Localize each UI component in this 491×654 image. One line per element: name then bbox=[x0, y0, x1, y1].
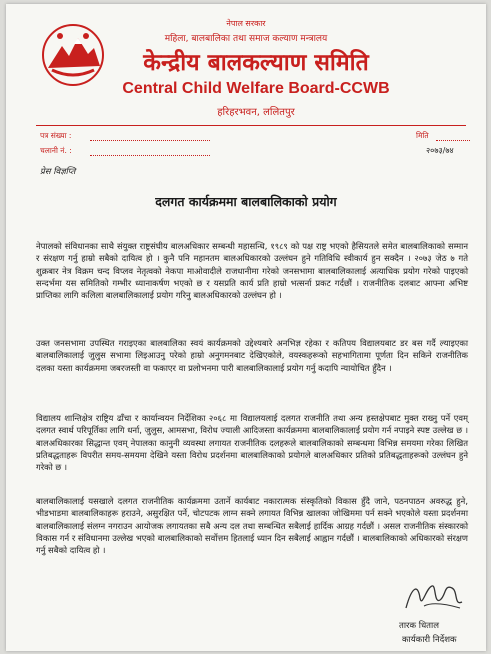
press-release-letter bbox=[6, 4, 486, 651]
signature-icon bbox=[402, 578, 466, 614]
body-paragraph-1: नेपालको संविधानका साथै संयुक्त राष्ट्रसंघीय बालअधिकार सम्बन्धी महासन्धि, १९८९ को पक्ष राष्ट्र भएको हैसियतले समेत बालबालिकाको सम्मान र संरक्षण गर्नु हाम्रो सबैको दायित्व हो । कुनै पनि महानतम बालअधिकारको उल्लंघन हुने गतिविधि स्वीकार्य हुन सक्दैन । २०७३ जेठ ७ गते शुक्रबार नेत्र विक्रम चन्द विप्लव नेतृत्वको नेकपा माओवादीले राजधानीमा गरेको जनसभामा बालबालिकालाई अत्याधिक प्रयोग गरेको पाइएको सन्दर्भमा यस समितिको गम्भीर ध्यानाकर्षण भएको छ र यसप्रति कार्य प्रति हाम्रो भत्सर्ना प्रकट गर्दछौं । राजनीतिक दलबाट आफ्ना अभिष्ट प्राप्तिका लागि कलिला बालबालिकालाई प्रयोग गरिनु बालअधिकारको उल्लंघन हो । bbox=[36, 241, 468, 301]
org-name-english: Central Child Welfare Board-CCWB bbox=[122, 80, 390, 97]
org-name-nepali: केन्द्रीय बालकल्याण समिति bbox=[143, 50, 369, 76]
body-paragraph-2: उक्त जनसभामा उपस्थित गराइएका बालबालिका स्वयं कार्यक्रमको उद्देश्यबारे अनभिज्ञ रहेका र कतिपय विद्यालयबाट डर बस गर्दै ल्याइएका बालबालिकालाई जुलुस सभामा लिइआउनु परेको हाम्रो अनुगमनबाट देखिएकोले, वयस्कहरूको सहभागितामा पूर्णता दिन सकिने राजनीतिक दलका यस्ता कार्यक्रममा जबरजस्ती वा फकाएर वा प्रलोभनमा पारी बालबालिकालाई प्रयोग गर्नु कदापि न्यायोचित हुँदैन । bbox=[36, 338, 468, 373]
date-label: मिति bbox=[416, 131, 429, 140]
press-release-label: प्रेस विज्ञप्ति bbox=[40, 167, 76, 177]
org-address: हरिहरभवन, ललितपुर bbox=[217, 107, 295, 118]
body-paragraph-3: विद्यालय शान्तिक्षेत्र राष्ट्रिय ढाँचा र कार्यान्वयन निर्देशिका २०६८ मा विद्यालयलाई दलगत राजनीति तथा अन्य हस्तक्षेपबाट मुक्त राख्नु पर्ने एवम् दलगत स्वार्थ परिपूर्तिका लागि धर्ना, जुलुस, आमसभा, विरोध ज्याली आदिजस्ता कार्यक्रममा बालबालिकालाई प्रयोग गर्न नपाइने स्पष्ट उल्लेख छ । बालअधिकारका सिद्धान्त एवम् नेपालका कानुनी व्यवस्था लगायत राजनीतिक दलहरूले बालबालिकाको सम्बन्धमा विभिन्न समयमा गरेका लिखित प्रतिबद्धताहरू विपरीत समय-समयमा देखिने यस्ता विरोध प्रदर्शनमा बालबालिकाको प्रयोगले बालअधिकार प्रतिको प्रतिबद्धताहरूको उल्लंघन हुने गरेको छ । bbox=[36, 413, 468, 473]
signatory-title: कार्यकारी निर्देशक bbox=[402, 635, 457, 645]
body-paragraph-4: बालबालिकालाई यसखाले दलगत राजनीतिक कार्यक्रममा उतार्ने कार्यबाट नकारात्मक संस्कृतिको विकास हुँदै जाने, पठनपाठन अवरुद्ध हुने, भीडभाडमा बालबालिकाहरू हराउने, असुरक्षित पर्ने, चोटपटक लाग्न सक्ने लगायत विभिन्न खालका जोखिममा पर्न सक्ने भएकोले यस्ता प्रदर्शनमा बालबालिकालाई संलग्न नगराउन आयोजक लगायतका सबै अन्य दल तथा सम्बन्धित सबैलाई हार्दिक आग्रह गर्दछौं । असल राजनीतिक संस्कारको विकास गर्न र संविधानमा उल्लेख भएको बालबालिकाको सर्वोत्तम हितलाई ध्यान दिन सबैलाई आह्वान गर्दछौं । बालबालिकाको अधिकारको संरक्षण गर्नु सबैको दायित्व हो । bbox=[36, 496, 468, 556]
signatory-name: तारक धिताल bbox=[399, 621, 439, 631]
header-divider bbox=[36, 125, 466, 126]
subject-heading: दलगत कार्यक्रममा बालबालिकाको प्रयोग bbox=[155, 194, 337, 209]
ministry-name: महिला, बालबालिका तथा समाज कल्याण मन्त्रालय bbox=[164, 34, 328, 44]
date-line bbox=[436, 140, 470, 141]
government-name: नेपाल सरकार bbox=[226, 19, 266, 28]
letter-number-line bbox=[90, 140, 210, 141]
dispatch-number-line bbox=[90, 155, 210, 156]
letter-number-label: पत्र संख्या : bbox=[40, 131, 72, 140]
fiscal-year-ref: २०७३/७४ bbox=[426, 146, 454, 155]
dispatch-number-label: चलानी नं. : bbox=[40, 146, 72, 155]
